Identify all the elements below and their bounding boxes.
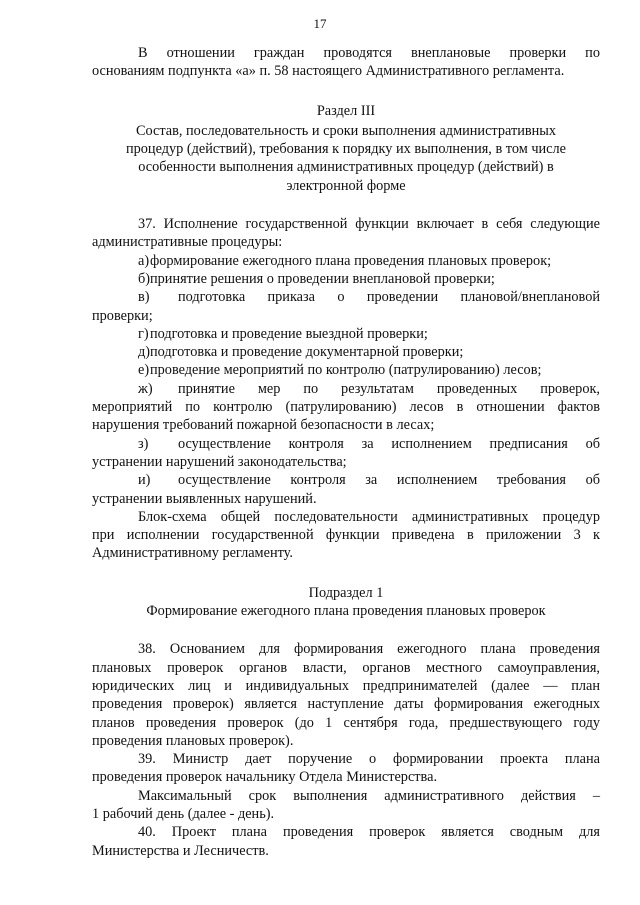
list-item-z: [92, 435, 600, 453]
p37-lead-line-1: 37. Исполнение государственной функции включает в себя следующие: [138, 216, 600, 233]
list-marker: е): [138, 362, 150, 379]
list-text: принятие решения о проведении внеплановой проверки;: [150, 270, 495, 287]
list-text: принятие мер по результатам проведенных проверок,: [178, 380, 600, 397]
list-text: подготовка и проведение выездной проверки;: [150, 325, 428, 342]
p39-line-1: 39. Министр дает поручение о формировании проекта плана: [138, 751, 600, 768]
list-item-v: [92, 288, 600, 306]
p38-line-1: 38. Основанием для формирования ежегодного плана проведения: [138, 641, 600, 658]
scheme-line-1: Блок-схема общей последовательности административных процедур: [138, 508, 600, 525]
section-label: Раздел III: [316, 102, 376, 119]
list-marker: з): [138, 435, 149, 452]
intro-line-2: основаниям подпункта «а» п. 58 настоящего Административного регламента.: [92, 63, 565, 80]
section-title-line-3: особенности выполнения административных процедур (действий) в: [138, 159, 554, 176]
list-item-g: [92, 325, 600, 343]
p39-line-2: проведения проверок начальнику Отдела Министерства.: [92, 769, 438, 786]
p38-line-5: планов проведения проверок (до 1 сентября года, предшествующего году: [92, 714, 600, 731]
scheme-line-2: при исполнении государственной функции приведена в приложении 3 к: [92, 527, 600, 544]
intro-line-1: В отношении граждан проводятся внеплановые проверки по: [138, 45, 600, 61]
p38-line-3: юридических лиц и индивидуальных предпринимателей (далее — план: [92, 677, 600, 694]
list-item-zh-cont-2: нарушения требований пожарной безопасности в лесах;: [92, 417, 435, 434]
list-text: осуществление контроля за исполнением предписания об: [178, 435, 600, 452]
page-number: 17: [313, 16, 327, 31]
list-item-i: [92, 471, 600, 489]
section-title-line-2: процедур (действий), требования к порядку их выполнения, в том числе: [125, 141, 567, 158]
list-text: формирование ежегодного плана проведения плановых проверок;: [150, 252, 552, 269]
list-item-zh-cont-1: мероприятий по контролю (патрулированию) лесов в отношении фактов: [92, 399, 600, 416]
section-title-line-4: электронной форме: [286, 177, 406, 194]
scheme-line-3: Административному регламенту.: [92, 545, 293, 562]
document-body: [92, 44, 600, 860]
list-item-i-cont: устранении выявленных нарушений.: [92, 490, 317, 507]
p38-line-6: проведения плановых проверок).: [92, 732, 294, 749]
p38-line-2: плановых проверок органов власти, органов местного самоуправления,: [92, 659, 600, 676]
subsection-label: Подраздел 1: [308, 584, 384, 601]
max-term-line-2: 1 рабочий день (далее - день).: [92, 805, 275, 822]
list-marker: а): [138, 252, 150, 269]
subsection-title: Формирование ежегодного плана проведения плановых проверок: [146, 603, 546, 620]
list-marker: ж): [138, 380, 153, 397]
list-item-v-cont: проверки;: [92, 307, 153, 324]
list-item-z-cont: устранении нарушений законодательства;: [92, 453, 347, 470]
list-text: подготовка и проведение документарной проверки;: [150, 344, 464, 361]
list-item-zh: [92, 380, 600, 398]
list-text: подготовка приказа о проведении плановой/внеплановой: [178, 289, 600, 306]
p40-line-1: 40. Проект плана проведения проверок является сводным для: [138, 824, 600, 841]
list-text: проведение мероприятий по контролю (патрулированию) лесов;: [150, 362, 542, 379]
p37-lead-line-2: административные процедуры:: [92, 234, 283, 251]
max-term-line-1: Максимальный срок выполнения административного действия –: [138, 787, 600, 804]
list-marker: и): [138, 472, 151, 489]
list-marker: д): [138, 344, 151, 361]
section-title-line-1: Состав, последовательность и сроки выполнения административных: [135, 122, 557, 139]
p38-line-4: проведения проверок) является наступление даты формирования ежегодных: [92, 696, 600, 713]
list-text: осуществление контроля за исполнением требования об: [178, 472, 600, 489]
list-item-e: [92, 361, 600, 379]
list-item-b: [92, 270, 600, 288]
list-marker: б): [138, 270, 151, 287]
p40-line-2: Министерства и Лесничеств.: [92, 842, 269, 859]
list-item-d: [92, 343, 600, 361]
list-marker: г): [138, 325, 149, 342]
list-item-a: [92, 252, 600, 270]
list-marker: в): [138, 289, 150, 306]
